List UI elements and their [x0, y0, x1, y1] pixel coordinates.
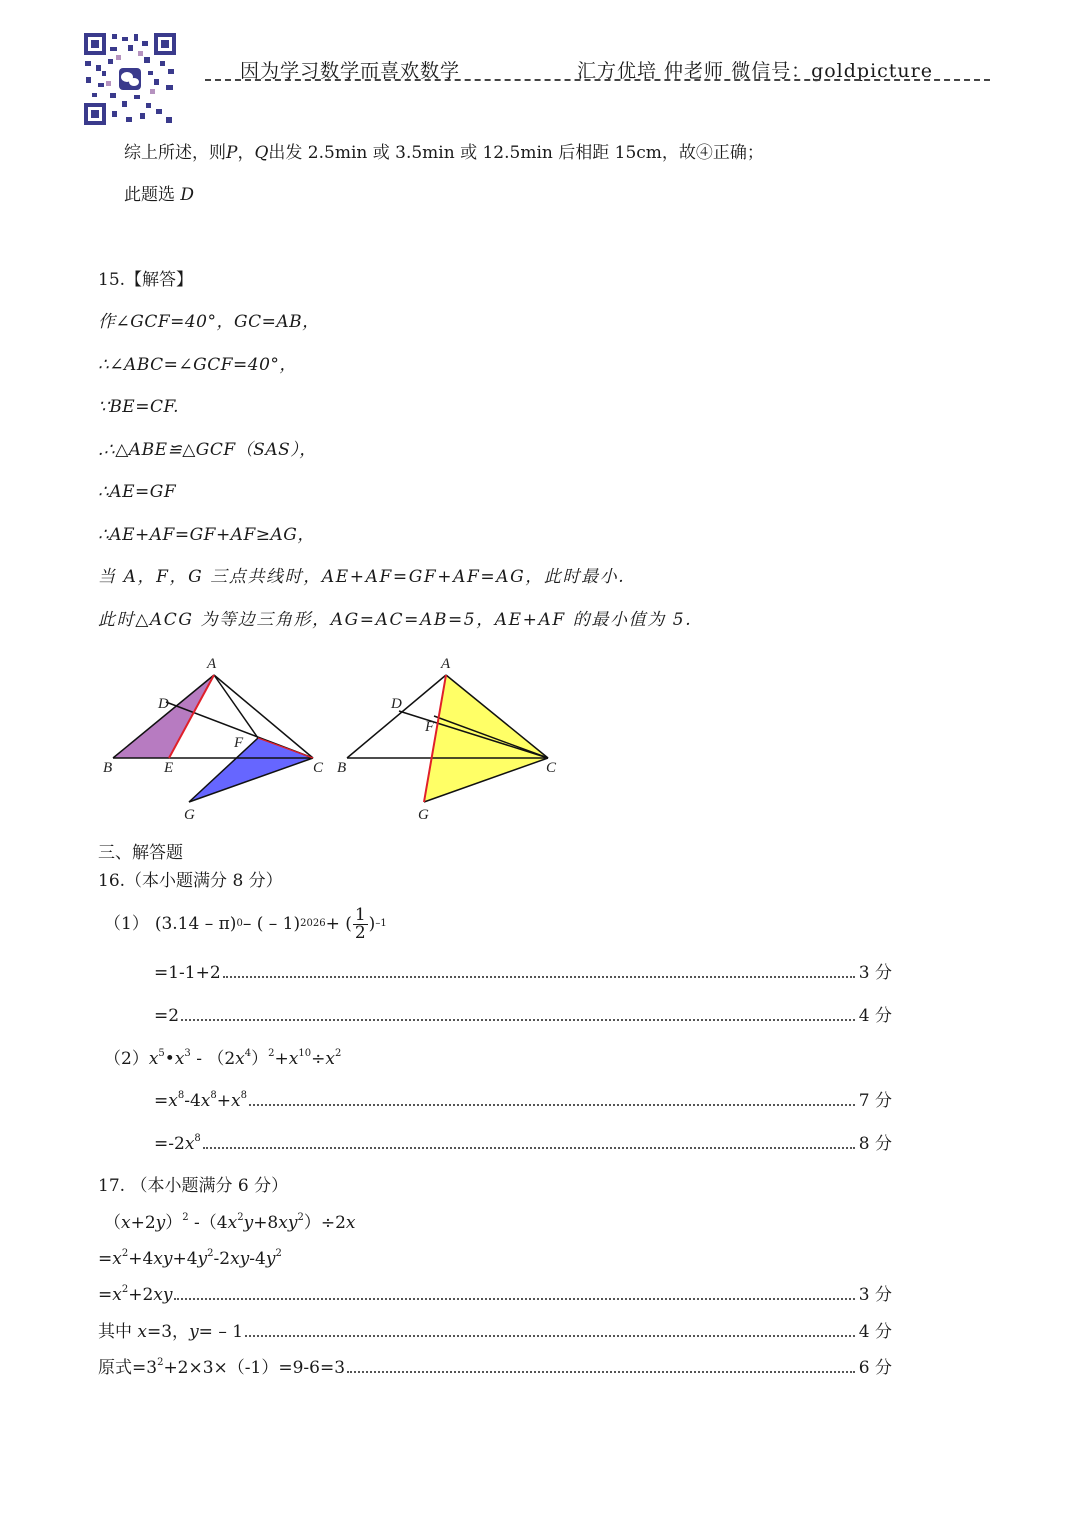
q14-summary: 综上所述，则P，Q出发 2.5min 或 3.5min 或 12.5min 后相距 15cm，故④正确；	[124, 143, 764, 163]
header-left-title: 因为学习数学而喜欢数学	[240, 60, 461, 82]
fig1-label-a: A	[207, 656, 217, 672]
fig1-label-b: B	[103, 760, 113, 776]
qr-code-icon	[82, 31, 178, 127]
q15-figures	[95, 648, 575, 828]
fig1-label-g: G	[184, 807, 195, 823]
fraction-one-half: $\frac{1}{2}$	[354, 904, 366, 943]
q15-line-8: 此时△ACG 为等边三角形，AG=AC=AB=5，AE+AF 的最小值为 5.	[98, 610, 693, 630]
fig2-label-a: A	[441, 656, 451, 672]
q15-line-4: .∴△ABE≌△GCF（SAS），	[98, 440, 317, 460]
q15-line-6: ∴AE+AF=GF+AF≥AG，	[98, 525, 315, 545]
q17-title: 17. （本小题满分 6 分）	[98, 1176, 289, 1196]
q14-answer: 此题选 D	[124, 185, 195, 205]
fig1-label-e: E	[164, 760, 174, 776]
fig2-label-c: C	[546, 760, 557, 776]
fig2-label-g: G	[418, 807, 429, 823]
q15-line-1: 作∠GCF=40°，GC=AB，	[98, 312, 320, 332]
figure-1	[103, 656, 324, 823]
q15-line-5: ∴AE=GF	[98, 482, 177, 502]
q15-line-3: ∵BE=CF.	[98, 397, 180, 417]
q16-step-2: =2 4 分	[154, 1006, 892, 1026]
q16-title: 16.（本小题满分 8 分）	[98, 871, 283, 891]
fig2-label-b: B	[337, 760, 347, 776]
q16-step-3: $=x^8-4x^8+x^8$ 7 分	[154, 1090, 892, 1111]
q16-step-1: =1-1+2 3 分	[154, 963, 892, 983]
figure-2	[337, 656, 557, 823]
q16-step-4: $=-2x^8$ 8 分	[154, 1133, 892, 1154]
section-3-title: 三、解答题	[98, 843, 183, 863]
q15-title: 15.【解答】	[98, 270, 194, 290]
header-right-title: 汇方优培 仲老师 微信号：goldpicture	[577, 60, 933, 82]
fig1-label-d: D	[158, 696, 169, 712]
q16-part1-expression: （1） (3.14 – π) 0 – ( – 1) 2026 + ( $\frac{1}{2}$ ) –1	[104, 904, 387, 943]
fig1-label-f: F	[234, 735, 244, 751]
q17-step-1: $=x^2+4xy+4y^2-2xy-4y^2$	[98, 1248, 282, 1269]
fig2-label-f: F	[425, 719, 435, 735]
header-divider	[205, 79, 990, 81]
q15-line-7: 当 A，F，G 三点共线时，AE+AF=GF+AF=AG，此时最小.	[98, 567, 626, 587]
triangle-gcf-fill	[189, 738, 313, 802]
q15-line-2: ∴∠ABC=∠GCF=40°，	[98, 355, 297, 375]
fig2-label-d: D	[391, 696, 402, 712]
q17-step-3: 其中 x=3，y= – 1 4 分	[98, 1322, 892, 1342]
q17-expression: $(x+2y)^2$ $-(4x^2y+8xy^2)\div 2x$	[104, 1212, 356, 1233]
q17-step-2: $=x^2+2xy$ 3 分	[98, 1284, 892, 1305]
q16-part2-expression: $(2)x^5•x^3 - (2x^4)^2+x^{10}\div x^2$	[104, 1048, 342, 1069]
fig1-label-c: C	[313, 760, 324, 776]
q17-step-4: 原式$=3^2+2\times 3\times(-1)=9-6=3$ 6 分	[98, 1357, 892, 1378]
